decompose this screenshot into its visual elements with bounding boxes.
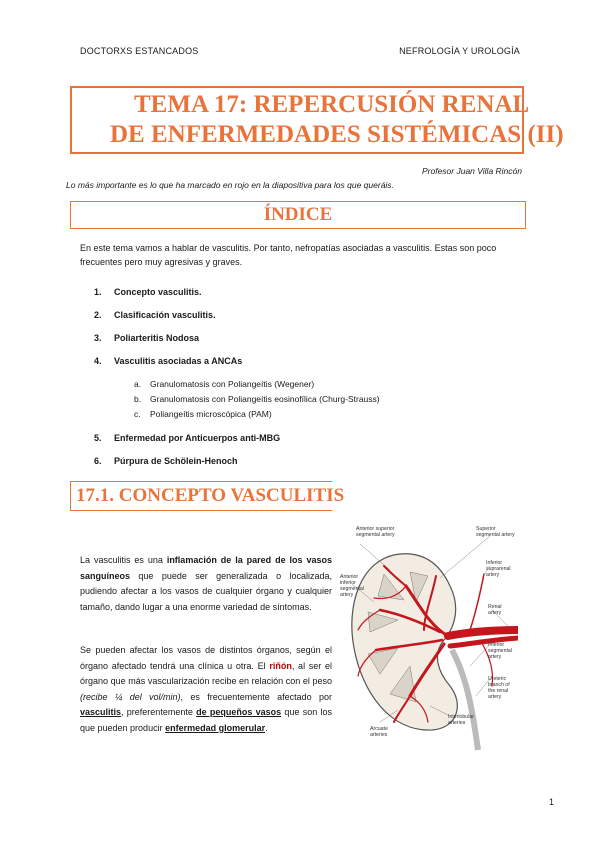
- kidney-figure: [340, 526, 518, 752]
- label-arcuate: Arcuate arteries: [370, 726, 388, 738]
- label-renal-artery: Renal artery: [488, 604, 502, 616]
- section-title: 17.1. CONCEPTO VASCULITIS: [76, 485, 345, 506]
- list-item: 6. Púrpura de Schölein-Henoch: [94, 456, 238, 466]
- list-item: 1. Concepto vasculitis.: [94, 287, 202, 297]
- label-anterior-superior: Anterior superior segmental artery: [356, 526, 395, 538]
- list-item: 4. Vasculitis asociadas a ANCAs: [94, 356, 243, 366]
- list-item: 2. Clasificación vasculitis.: [94, 310, 216, 320]
- index-title: ÍNDICE: [263, 204, 333, 225]
- list-item: 3. Poliarteritis Nodosa: [94, 333, 200, 343]
- page-number: 1: [548, 797, 554, 807]
- index-box: [70, 201, 526, 229]
- sub-list-item: c. Poliangeítis microscópica (PAM): [134, 409, 272, 419]
- label-ureteric-branch: Ureteric branch of the renal artery: [488, 676, 510, 700]
- label-inferior-segmental: Inferior segmental artery: [488, 642, 512, 660]
- section-heading-box: [70, 481, 345, 511]
- header-right: NEFROLOGÍA Y UROLOGÍA: [399, 46, 520, 56]
- label-superior-segmental: Superior segmental artery: [476, 526, 515, 538]
- professor: Profesor Juan Villa Rincón: [421, 166, 522, 176]
- title-box: [70, 86, 564, 154]
- header-left: DOCTORXS ESTANCADOS: [80, 46, 199, 56]
- sub-list-item: b. Granulomatosis con Poliangeítis eosinofílica (Churg-Strauss): [134, 394, 380, 404]
- paragraph-2: Se pueden afectar los vasos de distintos órganos, según el órgano afectado tendrá una clínica u otra. El riñón, al ser el órgano que más vascularización recibe en relación con el peso (recibe ¼ del vol/min), es frecuentemente afectado por vasculitis, preferentemente de pequeños vasos que son los que pueden producir enfermedad glomerular.: [80, 645, 333, 733]
- label-inferior-suprarenal: Inferior suprarenal artery: [486, 560, 511, 578]
- label-interlobular: Interlobular arteries: [448, 714, 474, 726]
- index-intro: En este tema vamos a hablar de vasculitis. Por tanto, nefropatías asociadas a vasculitis. Estas son poco frecuentes pero muy agresivas y graves.: [80, 243, 497, 267]
- paragraph-1: La vasculitis es una inflamación de la pared de los vasos sanguíneos que puede ser generalizada o localizada, pudiendo afectar a los vasos de cualquier órgano y cualquier tamaño, dando lugar a una enorme variedad de síntomas.: [80, 555, 333, 612]
- label-anterior-inferior: Anterior inferior segmental artery: [340, 574, 364, 598]
- sub-list-item: a. Granulomatosis con Poliangeítis (Wegener): [134, 379, 315, 389]
- title-line-1: TEMA 17: REPERCUSIÓN RENAL: [134, 91, 530, 118]
- title-line-2: DE ENFERMEDADES SISTÉMICAS (II): [110, 121, 564, 148]
- list-item: 5. Enfermedad por Anticuerpos anti-MBG: [94, 433, 281, 443]
- note: Lo más importante es lo que ha marcado en rojo en la diapositiva para los que queráis.: [66, 180, 394, 190]
